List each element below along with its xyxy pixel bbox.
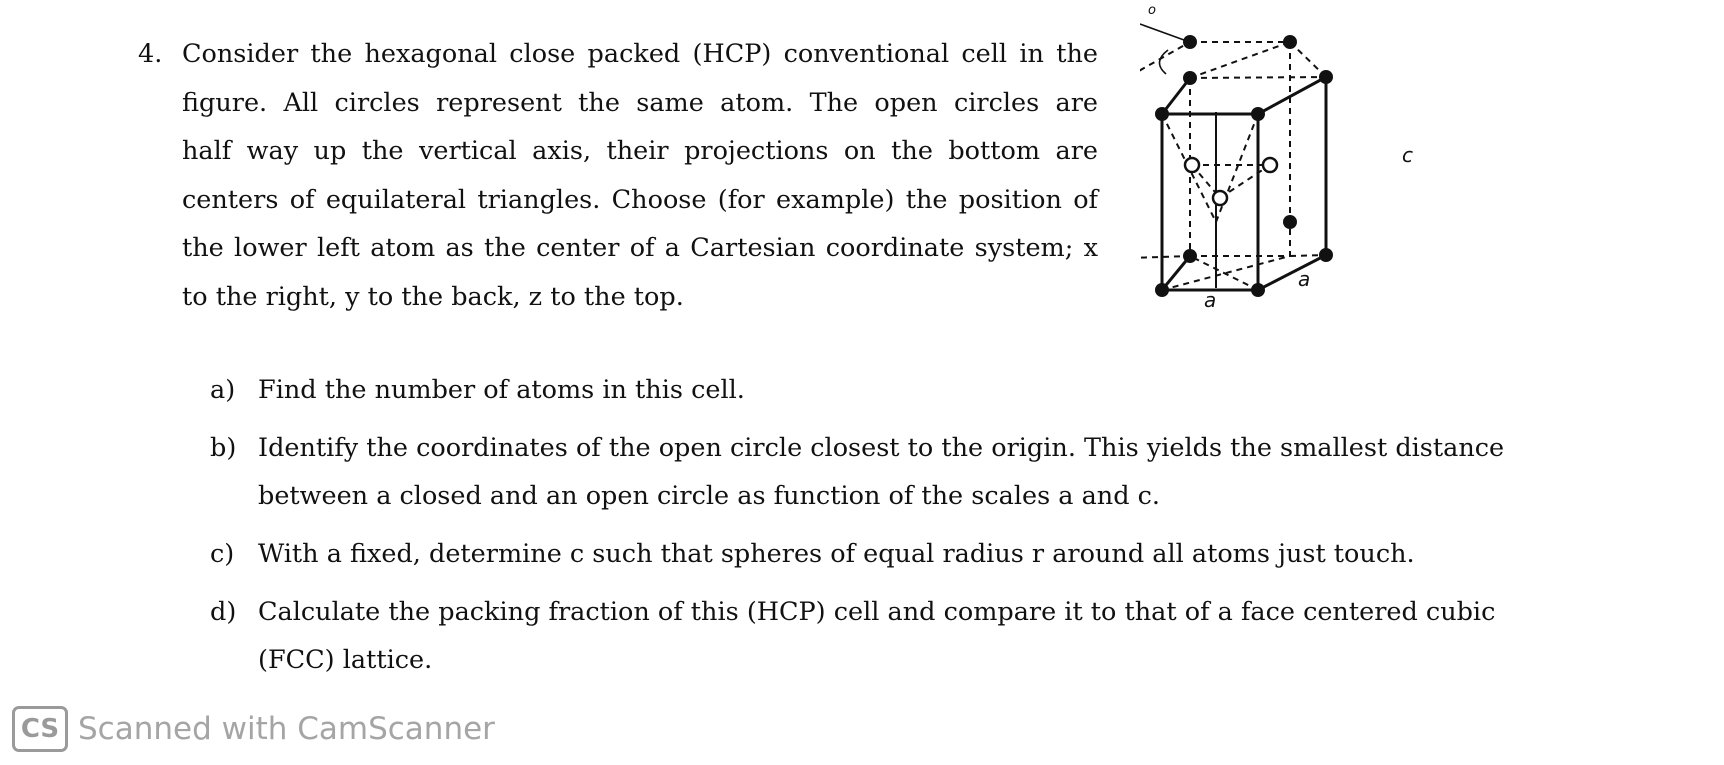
part-a (210, 366, 1560, 414)
problem-statement (138, 30, 1098, 321)
problem-line: the lower left atom as the center of a Cartesian coordinate system; x (182, 233, 1098, 263)
problem-body (182, 30, 1098, 321)
part-text: Find the number of atoms in this cell. (258, 375, 745, 405)
part-c (210, 530, 1560, 578)
part-b (210, 424, 1560, 520)
part-label: a) (210, 375, 236, 405)
problem-number: 4. (138, 39, 163, 69)
question-parts (210, 366, 1560, 694)
part-label: b) (210, 433, 237, 463)
c-axis-label: c (1402, 143, 1413, 167)
problem-line: to the right, y to the back, z to the top. (182, 281, 684, 312)
problem-line: centers of equilateral triangles. Choose (for example) the position of (182, 184, 1098, 215)
camscanner-logo-icon: CS (12, 706, 68, 752)
a-front-label: a (1204, 288, 1217, 312)
hcp-cell-figure (1140, 2, 1500, 342)
part-text: Identify the coordinates of the open circle closest to the origin. This yields the smallest distance between a closed and an open circle as function of the scales a and c. (258, 433, 1505, 511)
part-text: With a fixed, determine c such that spheres of equal radius r around all atoms just touch. (258, 539, 1415, 569)
watermark-text: Scanned with CamScanner (78, 711, 495, 747)
problem-line: figure. All circles represent the same atom. The open circles are (182, 87, 1098, 118)
part-label: d) (210, 597, 237, 627)
part-label: c) (210, 539, 235, 569)
problem-line: Consider the hexagonal close packed (HCP) conventional cell in the (182, 39, 1098, 69)
camscanner-watermark (12, 700, 495, 758)
a-side-label: a (1298, 267, 1311, 291)
hcp-cell-diagram (1140, 2, 1500, 342)
degree-mark: o (1148, 3, 1156, 18)
problem-line: half way up the vertical axis, their projections on the bottom are (182, 136, 1098, 166)
part-d (210, 588, 1560, 684)
part-text: Calculate the packing fraction of this (HCP) cell and compare it to that of a face centered cubic (FCC) lattice. (258, 597, 1496, 675)
